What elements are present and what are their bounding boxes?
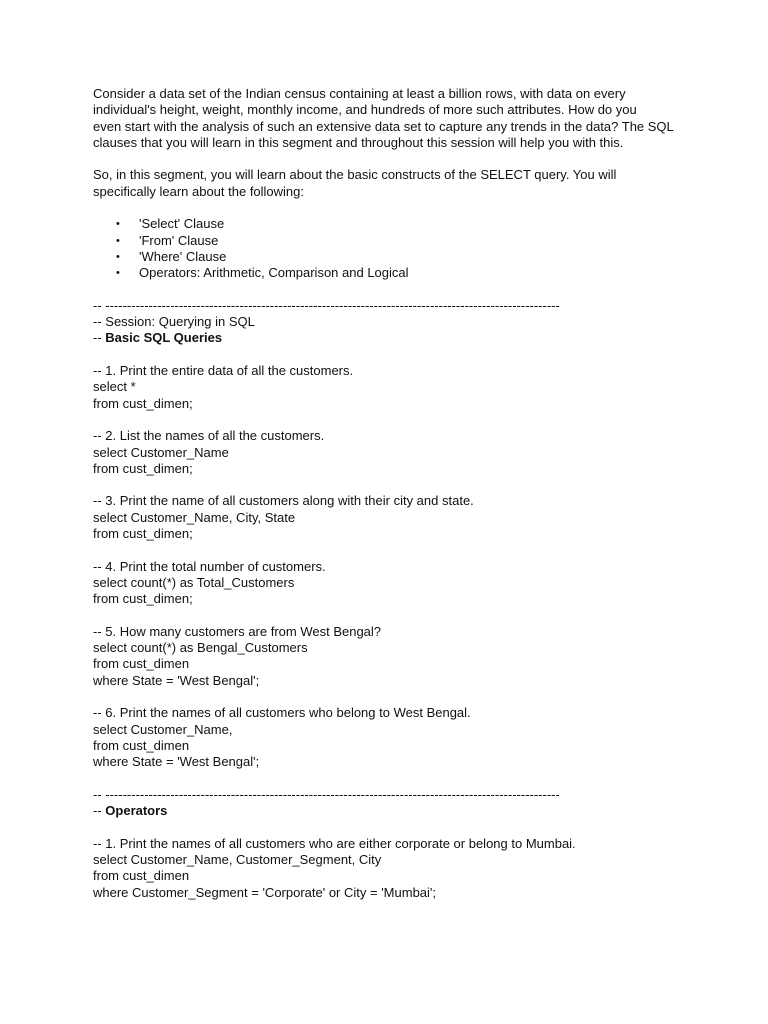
sql-line: select Customer_Name, Customer_Segment, City: [93, 851, 382, 867]
bullet-icon: •: [116, 218, 120, 231]
list-item: • Operators: Arithmetic, Comparison and Logical: [116, 265, 409, 281]
sql-line: select Customer_Name, City, State: [93, 509, 296, 525]
segment-line: So, in this segment, you will learn about the basic constructs of the SELECT query. You will: [93, 167, 617, 183]
session-title: -- Session: Querying in SQL: [93, 314, 255, 330]
document-page: [93, 86, 693, 901]
sql-line: from cust_dimen;: [93, 526, 193, 542]
sql-line: from cust_dimen;: [93, 395, 193, 411]
bullet-icon: •: [116, 250, 120, 263]
sql-line: select Customer_Name: [93, 444, 229, 460]
sql-line: from cust_dimen: [93, 868, 190, 884]
sql-line: select Customer_Name,: [93, 721, 233, 737]
section-divider: -- ---------------------------------------------------------------------------------------------------------: [93, 786, 560, 802]
sql-line: from cust_dimen: [93, 737, 190, 753]
intro-line: individual's height, weight, monthly income, and hundreds of more such attributes. How do you: [93, 102, 637, 118]
intro-line: clauses that you will learn in this segment and throughout this session will help you with this.: [93, 134, 624, 150]
query-comment: -- 6. Print the names of all customers who belong to West Bengal.: [93, 705, 471, 721]
bullet-icon: •: [116, 234, 120, 247]
sql-line: where Customer_Segment = 'Corporate' or City = 'Mumbai';: [93, 884, 437, 900]
bullet-icon: •: [116, 267, 120, 280]
query-list: [93, 363, 693, 787]
sql-query-block: [93, 428, 693, 477]
list-item: • 'Where' Clause: [116, 248, 227, 264]
query-comment: -- 5. How many customers are from West Bengal?: [93, 623, 382, 639]
sql-query-block: [93, 705, 693, 770]
sql-line: from cust_dimen;: [93, 591, 193, 607]
sql-line: select count(*) as Total_Customers: [93, 574, 295, 590]
query-comment: -- 1. Print the entire data of all the customers.: [93, 363, 354, 379]
sql-query-block: [93, 363, 693, 412]
sql-line: select count(*) as Bengal_Customers: [93, 640, 308, 656]
intro-line: even start with the analysis of such an extensive data set to capture any trends in the data? The SQL: [93, 118, 674, 134]
sql-line: select *: [93, 379, 136, 395]
sql-query-block: [93, 836, 693, 901]
segment-line: specifically learn about the following:: [93, 183, 305, 199]
segment-paragraph: [93, 167, 693, 200]
sql-line: where State = 'West Bengal';: [93, 754, 260, 770]
sql-query-block: [93, 624, 693, 689]
query-comment: -- 1. Print the names of all customers who are either corporate or belong to Mumbai.: [93, 835, 576, 851]
sql-line: from cust_dimen: [93, 656, 190, 672]
section-heading: -- Operators: [93, 803, 168, 819]
list-item: • 'Select' Clause: [116, 216, 225, 232]
intro-line: Consider a data set of the Indian census containing at least a billion rows, with data on every: [93, 86, 626, 101]
topics-list: [93, 216, 693, 281]
list-item: • 'From' Clause: [116, 232, 219, 248]
section-divider: -- ---------------------------------------------------------------------------------------------------------: [93, 297, 560, 313]
query-comment: -- 3. Print the name of all customers along with their city and state.: [93, 493, 474, 509]
query-comment: -- 2. List the names of all the customers.: [93, 428, 325, 444]
section-heading: -- Basic SQL Queries: [93, 330, 223, 346]
query-list: [93, 836, 693, 901]
intro-paragraph: [93, 86, 693, 151]
sql-query-block: [93, 493, 693, 542]
sql-line: from cust_dimen;: [93, 460, 193, 476]
query-comment: -- 4. Print the total number of customers.: [93, 558, 326, 574]
sql-query-block: [93, 559, 693, 608]
sql-line: where State = 'West Bengal';: [93, 672, 260, 688]
